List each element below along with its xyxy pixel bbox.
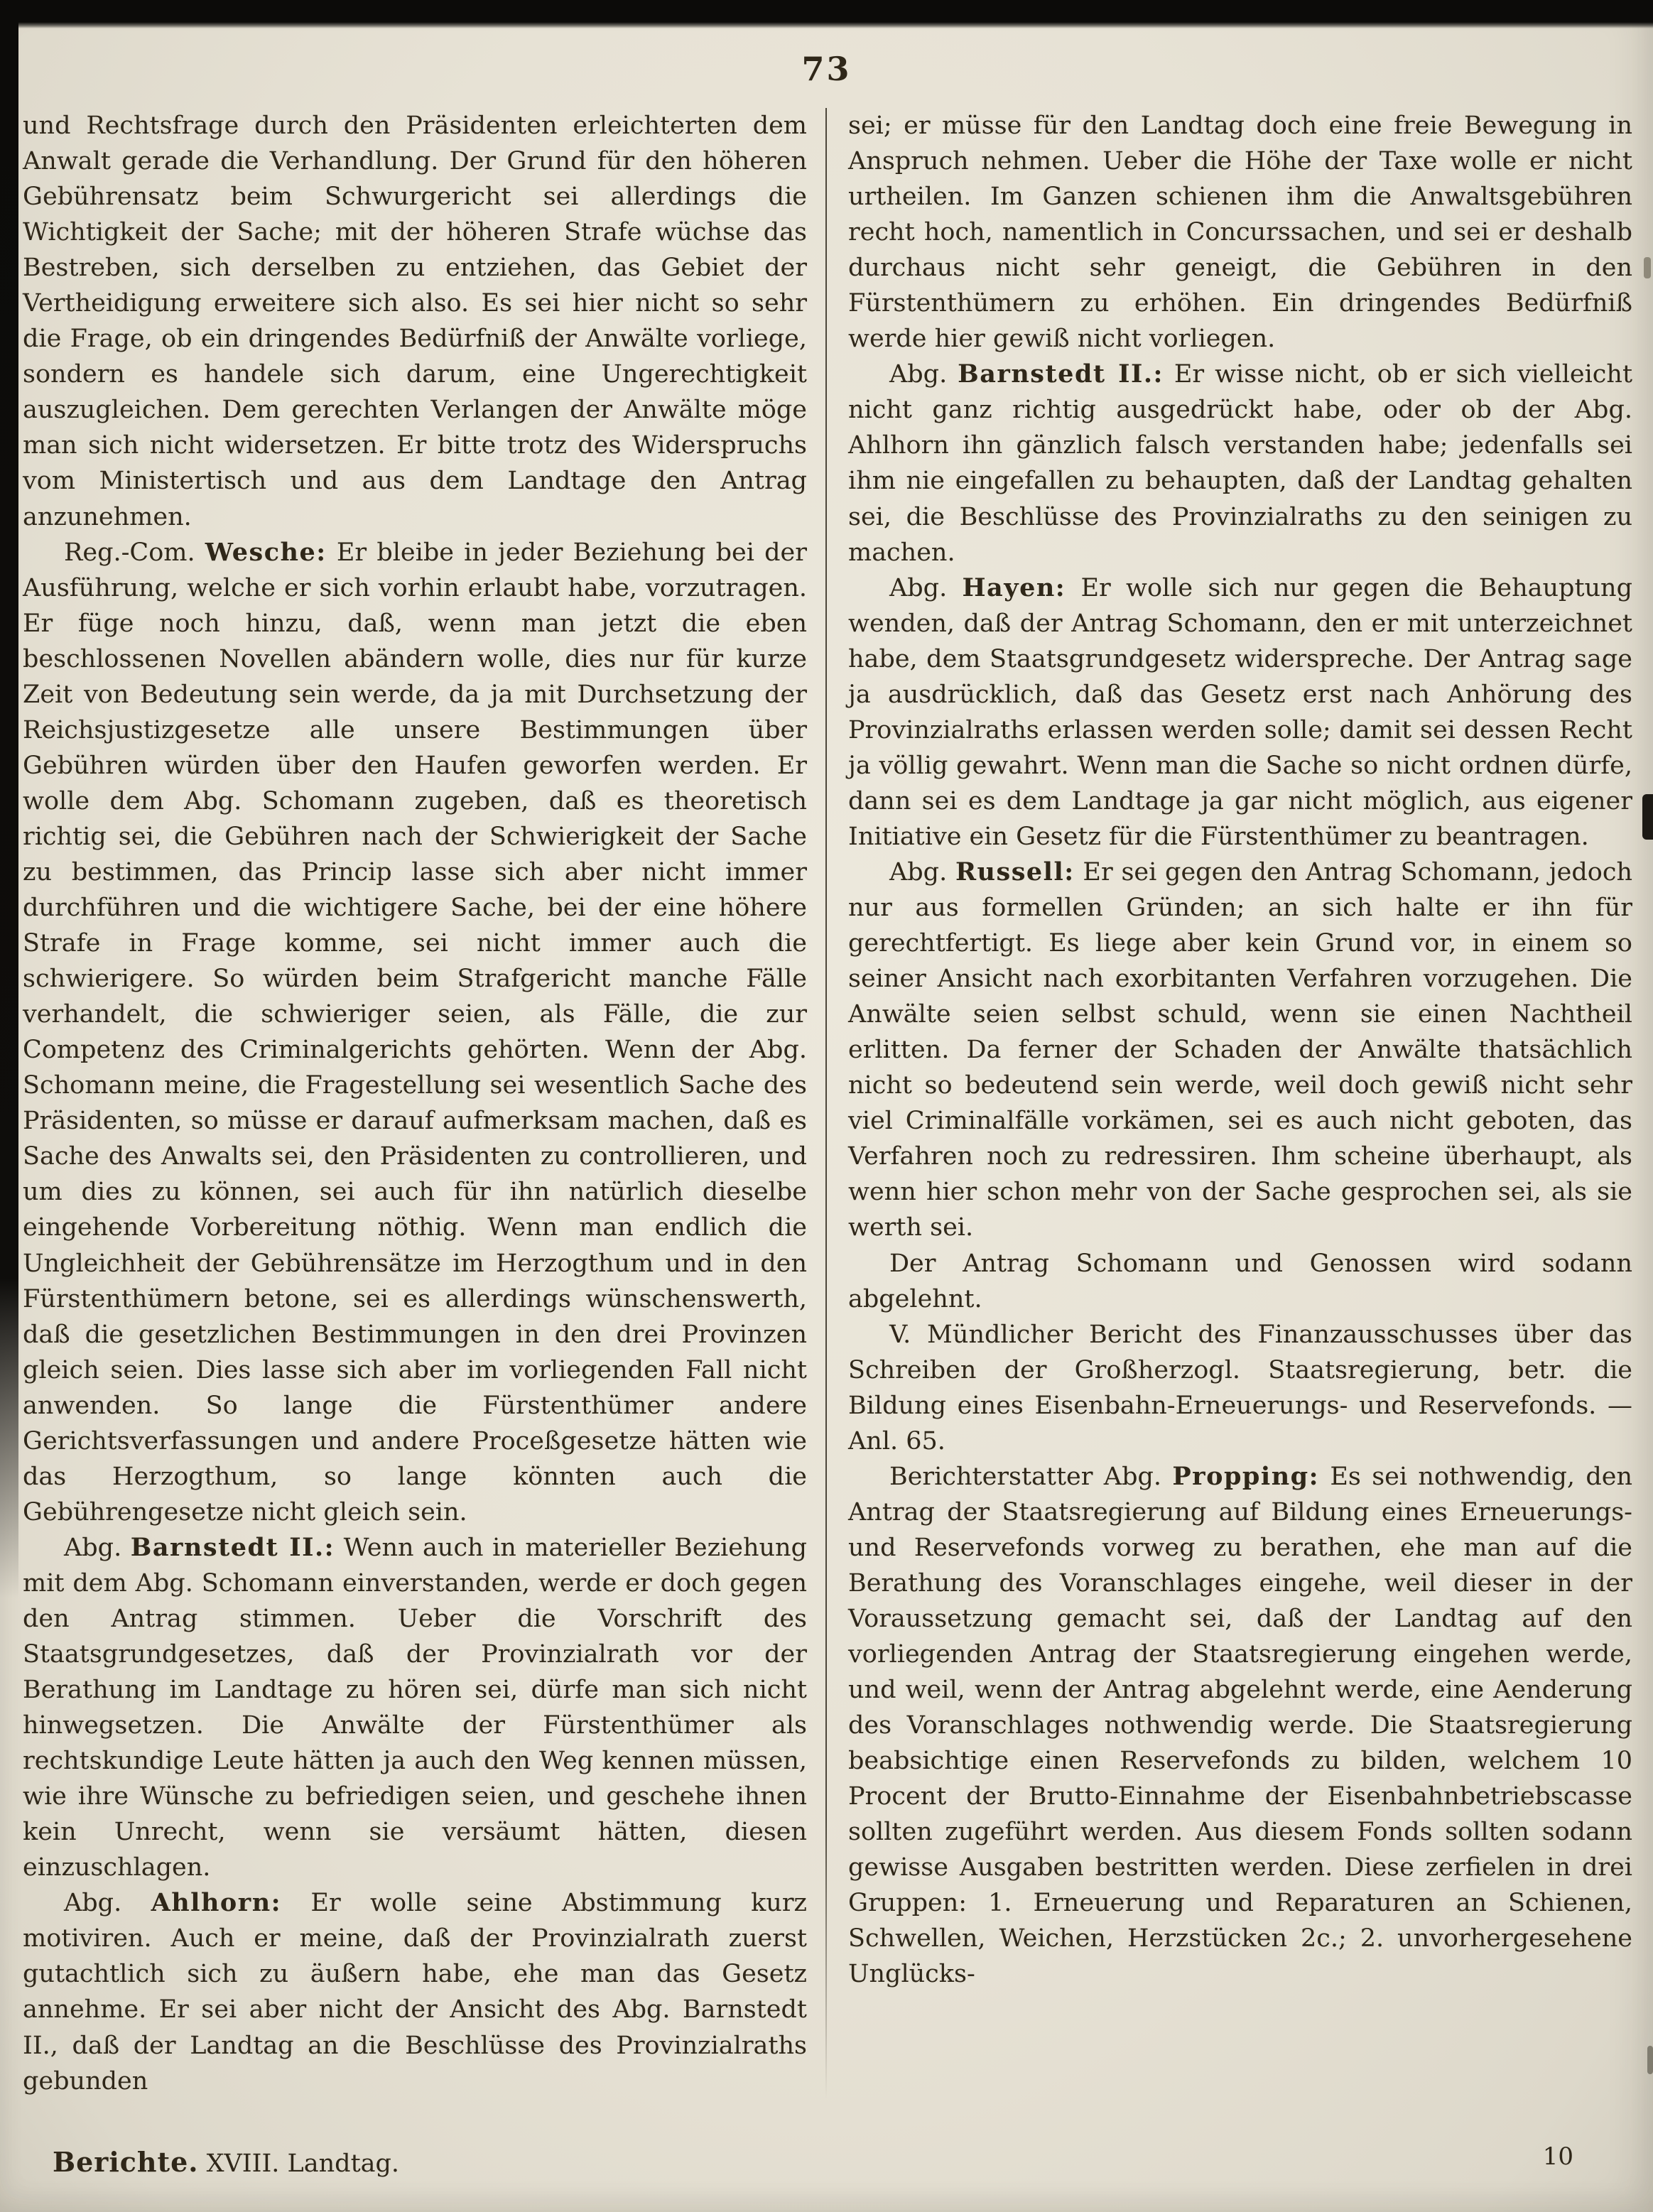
left-column <box>23 108 825 2099</box>
paragraph-continuation <box>848 108 1632 357</box>
paragraph-speech-barnstedt <box>23 1530 807 1885</box>
paragraph-text: Es sei nothwendig, den Antrag der Staatsregierung auf Bildung eines Erneuerungs- und Reservefonds vorweg zu berathen, ehe man auf die Berathung des Voranschlages eingehe, weil dieser in der Voraussetzung gemacht sei, daß der Landtag auf den vorliegenden Antrag der Staatsregierung eingehen werde, und weil, wenn der Antrag abgelehnt werde, eine Aenderung des Voranschlages nothwendig werde. Die Staatsregierung beabsichtige einen Reservefonds zu bilden, welchem 10 Procent der Brutto-Einnahme der Eisenbahnbetriebscasse sollten zugeführt werden. Aus diesem Fonds sollten sodann gewisse Ausgaben bestritten werden. Diese zerfielen in drei Gruppen: 1. Erneuerung und Reparaturen an Schienen, Schwellen, Weichen, Herzstücken 2c.; 2. unvorhergesehene Unglücks- <box>848 1462 1632 1989</box>
paragraph-text: Er wolle sich nur gegen die Behauptung wenden, daß der Antrag Schomann, den er mit unterzeichnet habe, dem Staatsgrundgesetz widerspreche. Der Antrag sage ja ausdrücklich, daß das Gesetz erst nach Anhörung des Provinzialraths erlassen werden solle; damit sei dessen Recht ja völlig gewahrt. Wenn man die Sache so nicht ordnen dürfe, dann sei es dem Landtage ja gar nicht möglich, aus eigener Initiative ein Gesetz für die Fürstenthümer zu beantragen. <box>848 573 1632 851</box>
paragraph-text: Er wisse nicht, ob er sich vielleicht nicht ganz richtig ausgedrückt habe, oder ob der Abg. Ahlhorn ihn gänzlich falsch verstanden habe; jedenfalls sei ihm nie eingefallen zu behaupten, daß der Landtag gehalten sei, die Beschlüsse des Provinzialraths zu den seinigen zu machen. <box>848 360 1633 567</box>
paragraph-speech-ahlhorn <box>23 1885 807 2098</box>
speaker-prefix: Abg. <box>889 857 955 887</box>
scan-edge-top <box>0 0 1653 28</box>
scan-mark-right <box>1647 2046 1653 2074</box>
speaker-prefix: Abg. <box>889 360 958 389</box>
speaker-name: Barnstedt II.: <box>130 1532 335 1562</box>
right-column <box>827 108 1632 2099</box>
speaker-prefix: Abg. <box>64 1533 131 1562</box>
speaker-name: Wesche: <box>205 537 327 567</box>
speaker-name: Propping: <box>1172 1461 1320 1491</box>
speaker-name: Ahlhorn: <box>151 1888 282 1918</box>
scan-mark-right <box>1642 794 1653 840</box>
speaker-name: Barnstedt II.: <box>958 359 1164 389</box>
scan-edge-left <box>0 0 18 1598</box>
paragraph-result <box>848 1246 1632 1317</box>
speaker-name: Hayen: <box>962 573 1066 602</box>
paragraph-speech-russell <box>848 855 1632 1246</box>
paragraph-text: Der Antrag Schomann und Genossen wird sodann abgelehnt. <box>848 1249 1632 1313</box>
paragraph-text: sei; er müsse für den Landtag doch eine freie Bewegung in Anspruch nehmen. Ueber die Höhe der Taxe wolle er nicht urtheilen. Im Ganzen schienen ihm die Anwaltsgebühren recht hoch, namentlich in Concurssachen, und sei er deshalb durchaus nicht sehr geneigt, die Gebühren in den Fürstenthümern zu erhöhen. Ein dringendes Bedürfniß werde hier gewiß nicht vorliegen. <box>848 112 1632 354</box>
paragraph-speech-propping <box>848 1459 1632 1993</box>
speaker-prefix: Abg. <box>64 1889 151 1918</box>
paragraph-text: Wenn auch in materieller Beziehung mit dem Abg. Schomann einverstanden, werde er doch gegen den Antrag stimmen. Ueber die Vorschrift des Staatsgrundgesetzes, daß der Provinzialrath vor der Berathung im Landtage zu hören sei, dürfe man sich nicht hinwegsetzen. Die Anwälte der Fürstenthümer als rechtskundige Leute hätten ja auch den Weg kennen müssen, wie ihre Wünsche zu befriedigen seien, und geschehe ihnen kein Unrecht, wenn sie versäumt hätten, diesen einzuschlagen. <box>23 1533 807 1882</box>
paragraph-speech-barnstedt-2 <box>848 357 1632 570</box>
speaker-prefix: Abg. <box>889 573 963 602</box>
speaker-prefix: Reg.-Com. <box>64 538 205 567</box>
text-columns <box>23 108 1637 2099</box>
page-number: 73 <box>801 50 852 88</box>
footer-signature <box>53 2146 399 2178</box>
paragraph-text: V. Mündlicher Bericht des Finanzausschusses über das Schreiben der Großherzogl. Staatsregierung, betr. die Bildung eines Eisenbahn-Erneuerungs- und Reservefonds. — Anl. 65. <box>848 1320 1632 1455</box>
paragraph-text: Er bleibe in jeder Beziehung bei der Ausführung, welche er sich vorhin erlaubt habe, vorzutragen. Er füge noch hinzu, daß, wenn man jetzt die eben beschlossenen Novellen abändern wolle, dies nur für kurze Zeit von Bedeutung sein werde, da ja mit Durchsetzung der Reichsjustizgesetze alle unsere Bestimmungen über Gebühren würden über den Haufen geworfen werden. Er wolle dem Abg. Schomann zugeben, daß es theoretisch richtig sei, die Gebühren nach der Schwierigkeit der Sache zu bestimmen, das Princip lasse sich aber nicht immer durchführen und die wichtigere Sache, bei der eine höhere Strafe in Frage komme, sei nicht immer auch die schwierigere. So würden beim Strafgericht manche Fälle verhandelt, die schwieriger seien, als Fälle, die zur Competenz des Criminalgerichts gehörten. Wenn der Abg. Schomann meine, die Fragestellung sei wesentlich Sache des Präsidenten, so müsse er darauf aufmerksam machen, daß es Sache des Anwalts sei, den Präsidenten zu controllieren, und um dies zu können, sei auch für ihn natürlich dieselbe eingehende Vorbereitung nöthig. Wenn man endlich die Ungleichheit der Gebührensätze im Herzogthum und in den Fürstenthümern betone, sei es allerdings wünschenswerth, daß die gesetzlichen Bestimmungen in den drei Provinzen gleich seien. Dies lasse sich aber im vorliegenden Fall nicht anwenden. So lange die Fürstenthümer andere Gerichtsverfassungen und andere Proceßgesetze hätten wie das Herzogthum, so lange könnten auch die Gebührengesetze nicht gleich sein. <box>23 538 807 1527</box>
paragraph-speech-hayen <box>848 570 1632 855</box>
footer-sheet-number: 10 <box>1542 2142 1573 2171</box>
footer-session: XVIII. Landtag. <box>198 2149 400 2178</box>
scan-mark-right <box>1644 257 1651 278</box>
footer-title: Berichte. <box>53 2146 199 2178</box>
paragraph-text: und Rechtsfrage durch den Präsidenten erleichterten dem Anwalt gerade die Verhandlung. Der Grund für den höheren Gebührensatz beim Schwurgericht sei allerdings die Wichtigkeit der Sache; mit der höheren Strafe wüchse das Bestreben, sich derselben zu entziehen, das Gebiet der Vertheidigung erweitere sich also. Es sei hier nicht so sehr die Frage, ob ein dringendes Bedürfniß der Anwälte vorliege, sondern es handele sich darum, eine Ungerechtigkeit auszugleichen. Dem gerechten Verlangen der Anwälte möge man sich nicht widersetzen. Er bitte trotz des Widerspruchs vom Ministertisch und aus dem Landtage den Antrag anzunehmen. <box>23 112 807 531</box>
paragraph-text: Er wolle seine Abstimmung kurz motiviren. Auch er meine, daß der Provinzialrath zuerst gutachtlich sich zu äußern habe, ehe man das Gesetz annehme. Er sei aber nicht der Ansicht des Abg. Barnstedt II., daß der Landtag an die Beschlüsse des Provinzialraths gebunden <box>23 1889 807 2096</box>
speaker-name: Russell: <box>955 857 1075 887</box>
paragraph-text: Er sei gegen den Antrag Schomann, jedoch nur aus formellen Gründen; an sich halte er ihn für gerechtfertigt. Es liege aber kein Grund vor, in einem so seiner Ansicht nach exorbitanten Verfahren vorzugehen. Die Anwälte seien selbst schuld, wenn sie einen Nachtheil erlitten. Da ferner der Schaden der Anwälte thatsächlich nicht so bedeutend sein werde, weil doch gewiß nicht sehr viel Criminalfälle vorkämen, sei es auch nicht geboten, das Verfahren noch zu redressiren. Ihm scheine überhaupt, als wenn hier schon mehr von der Sache gesprochen sei, als sie werth sei. <box>848 857 1632 1242</box>
paragraph-agenda-item <box>848 1317 1632 1459</box>
paragraph-speech-wesche <box>23 535 807 1530</box>
paragraph-continuation <box>23 108 807 535</box>
speaker-prefix: Berichterstatter Abg. <box>889 1462 1173 1491</box>
